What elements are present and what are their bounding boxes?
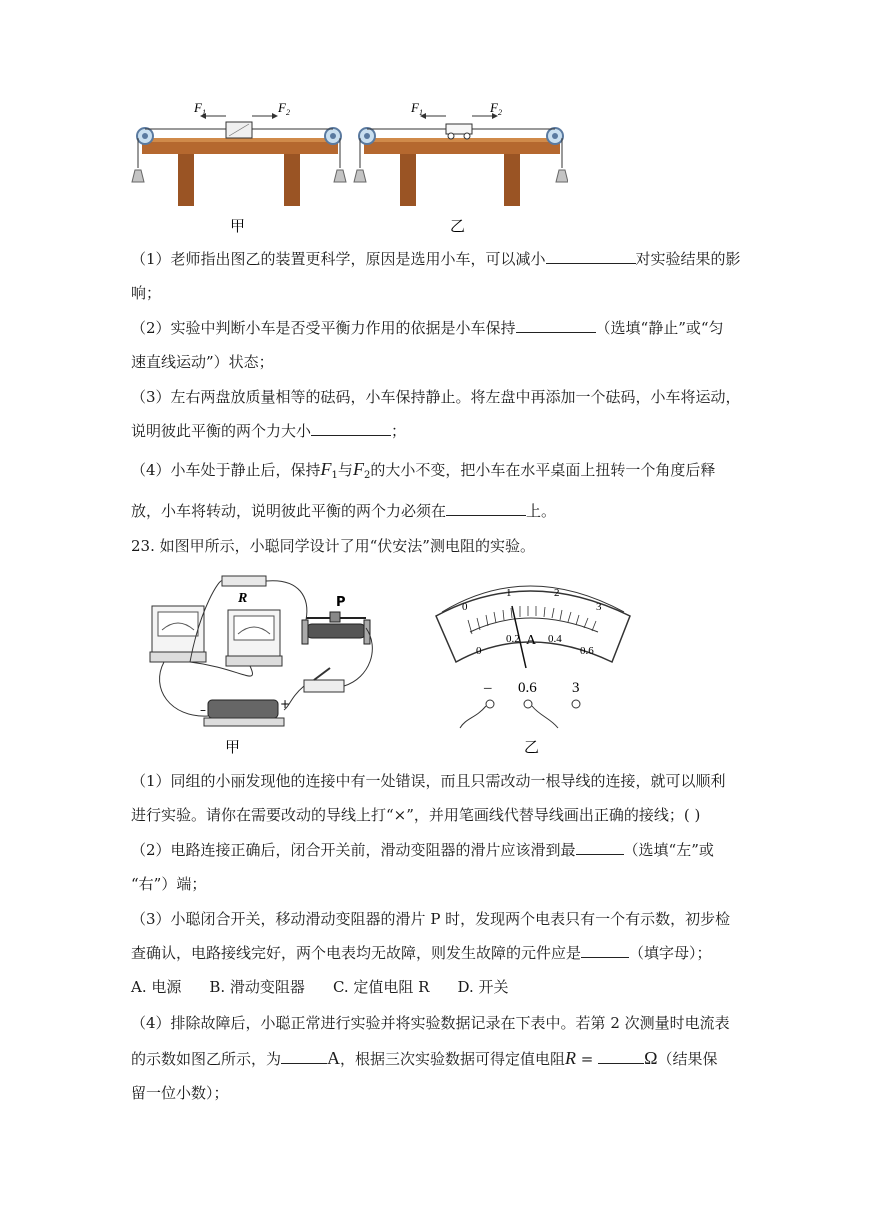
- option-a[interactable]: A. 电源: [131, 978, 182, 996]
- table-yi: [354, 100, 568, 206]
- q22-part3-line2: 说明彼此平衡的两个力大小 ；: [131, 422, 407, 440]
- terminal-post: [486, 700, 494, 708]
- answer-blank[interactable]: [446, 501, 526, 516]
- terminal-06: 0.6: [518, 680, 537, 696]
- option-c[interactable]: C. 定值电阻 R: [332, 978, 430, 996]
- q22-part2-line2: 速直线运动”）状态；: [131, 353, 274, 371]
- figure-label-jia: 甲: [230, 217, 246, 235]
- answer-blank[interactable]: [311, 421, 391, 436]
- q22-part1-line1: （1）老师指出图乙的装置更科学，原因是选用小车，可以减小 对实验结果的影: [131, 250, 741, 268]
- force-label-right-yi: $F_2$: [490, 100, 502, 117]
- q22-part4-line2: 放，小车将转动，说明彼此平衡的两个力必须在 上。: [131, 502, 557, 520]
- terminal-neg: –: [484, 680, 492, 696]
- scale-bottom-0: 0: [476, 645, 482, 657]
- q23-part4-line1: （4）排除故障后，小聪正常进行实验并将实验数据记录在下表中。若第 2 次测量时电流表: [131, 1014, 730, 1032]
- scale-bottom-3: 0.6: [580, 645, 594, 657]
- answer-blank[interactable]: [516, 318, 596, 333]
- table-jia: [132, 100, 346, 206]
- scale-top-0: 0: [462, 601, 468, 613]
- terminal-post: [572, 700, 580, 708]
- scale-top-2: 2: [554, 587, 560, 599]
- option-b[interactable]: B. 滑动变阻器: [209, 978, 305, 996]
- scale-top-3: 3: [596, 601, 602, 613]
- svg-text:+: +: [280, 697, 291, 711]
- q23-part1-line2: 进行实验。请你在需要改动的导线上打“×”，并用笔画线代替导线画出正确的接线；( ): [131, 806, 701, 824]
- terminal-3: 3: [572, 680, 580, 696]
- q22-part3-line1: （3）左右两盘放质量相等的砝码，小车保持静止。将左盘中再添加一个砝码，小车将运动，: [131, 388, 741, 406]
- terminal-post: [524, 700, 532, 708]
- q23-part4-line3: 留一位小数）；: [131, 1084, 229, 1102]
- q22-part1-line2: 响；: [131, 284, 162, 302]
- answer-blank[interactable]: [581, 943, 629, 958]
- balance-apparatus-figure: [128, 96, 568, 236]
- q23-options: [131, 977, 537, 997]
- figure-label-jia-23: 甲: [225, 738, 241, 756]
- slider-label: P: [336, 595, 346, 610]
- answer-blank[interactable]: [281, 1049, 327, 1064]
- option-d[interactable]: D. 开关: [457, 978, 509, 996]
- q23-part4-line2: 的示数如图乙所示，为 A，根据三次实验数据可得定值电阻R = Ω（结果保: [131, 1048, 718, 1068]
- force-label-left-yi: $F_1$: [411, 100, 423, 117]
- circuit-figure: [130, 568, 640, 758]
- answer-blank[interactable]: [546, 249, 636, 264]
- q23-intro: 23. 如图甲所示，小聪同学设计了用“伏安法”测电阻的实验。: [131, 537, 535, 555]
- meter-unit: A: [526, 633, 537, 648]
- battery: [200, 697, 290, 726]
- q23-part3-line1: （3）小聪闭合开关，移动滑动变阻器的滑片 P 时，发现两个电表只有一个有示数，初步检: [131, 910, 731, 928]
- fixed-resistor: [222, 576, 266, 606]
- force-label-right: $F_2$: [278, 100, 290, 117]
- meter-right: [226, 610, 282, 666]
- q22-part2-line1: （2）实验中判断小车是否受平衡力作用的依据是小车保持 （选填“静止”或“匀: [131, 319, 724, 337]
- meter-left: [150, 606, 206, 662]
- q23-part2-line2: “右”）端；: [131, 875, 207, 893]
- answer-blank[interactable]: [598, 1049, 644, 1064]
- q23-part1-line1: （1）同组的小丽发现他的连接中有一处错误，而且只需改动一根导线的连接，就可以顺利: [131, 772, 726, 790]
- switch: [304, 668, 344, 692]
- resistor-label: R: [238, 591, 248, 606]
- ammeter-dial: [436, 586, 630, 668]
- scale-bottom-1: 0.2: [506, 633, 520, 645]
- scale-top-1: 1: [506, 587, 512, 599]
- rheostat: [302, 595, 370, 644]
- force-label-left: $F_1$: [194, 100, 206, 117]
- figure-label-yi-23: 乙: [524, 738, 540, 756]
- q23-part2-line1: （2）电路连接正确后，闭合开关前，滑动变阻器的滑片应该滑到最 （选填“左”或: [131, 841, 714, 859]
- scale-bottom-2: 0.4: [548, 633, 562, 645]
- answer-blank[interactable]: [576, 840, 624, 855]
- q23-part3-line2: 查确认，电路接线完好，两个电表均无故障，则发生故障的元件应是 （填字母）；: [131, 944, 712, 962]
- q22-part4-line1: （4）小车处于静止后，保持$F_1$与$F_2$的大小不变，把小车在水平桌面上扭转一个角度后释: [131, 459, 716, 481]
- figure-label-yi: 乙: [450, 217, 466, 235]
- svg-text:–: –: [200, 703, 206, 717]
